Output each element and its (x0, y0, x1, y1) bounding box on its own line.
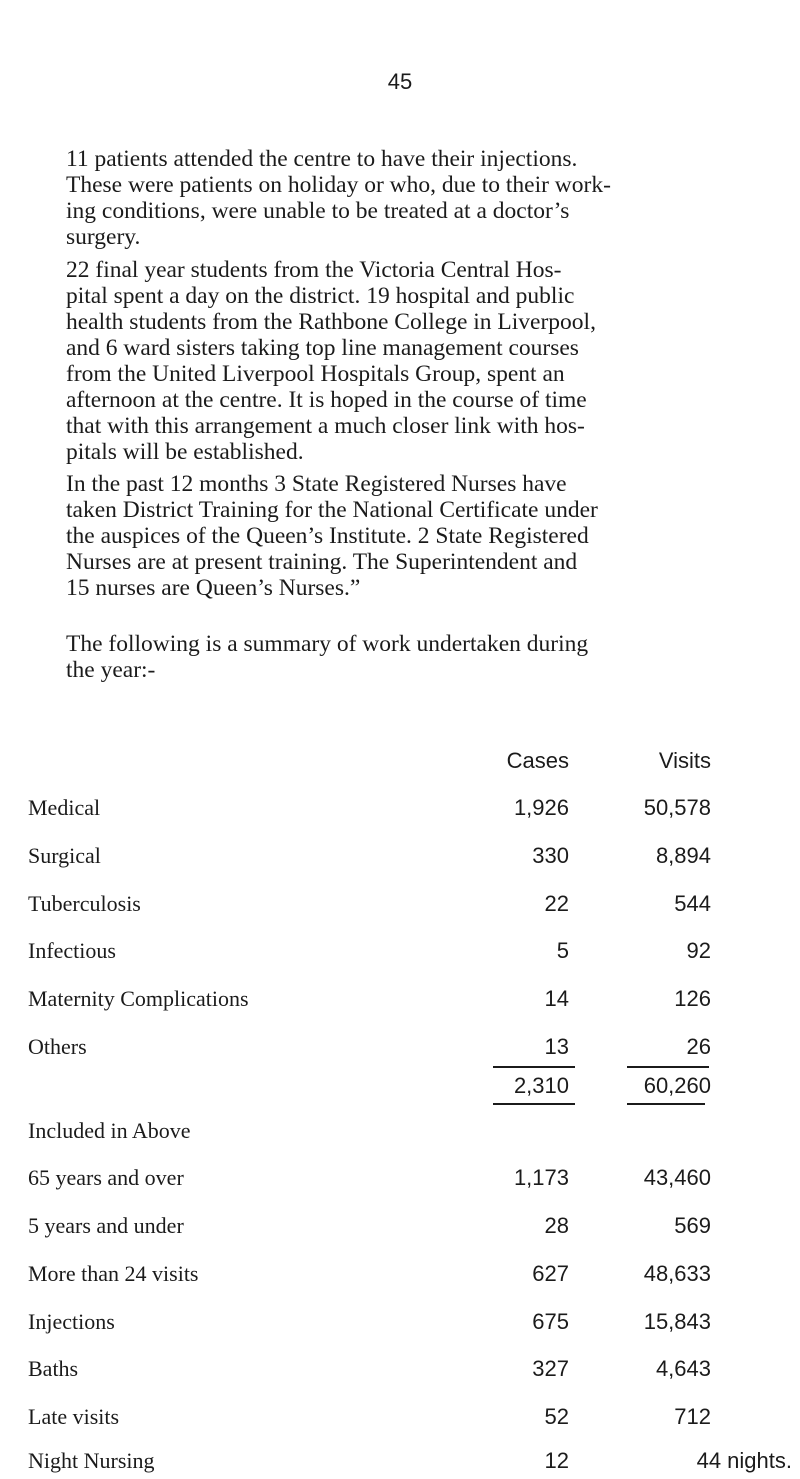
row-cases: 14 (544, 986, 569, 1011)
text-line: the year:- (66, 657, 156, 683)
row-cases: 330 (532, 843, 569, 868)
text-line: In the past 12 months 3 State Registered Nurses have (66, 471, 567, 497)
header-cases: Cases (506, 748, 569, 773)
text-line: that with this arrangement a much closer link with hos- (66, 413, 585, 439)
table-row (0, 1165, 800, 1195)
row-visits: 48,633 (643, 1261, 711, 1286)
text-line: These were patients on holiday or who, due to their work- (66, 172, 611, 198)
row-label: Late visits (28, 1404, 120, 1429)
header-visits: Visits (658, 748, 711, 773)
page-number: 45 (387, 69, 413, 94)
row-visits: 8,894 (655, 843, 711, 868)
row-visits: 4,643 (655, 1356, 711, 1381)
row-visits: 43,460 (643, 1165, 711, 1190)
table-row (0, 1356, 800, 1386)
table-row (0, 938, 800, 968)
row-cases: 1,926 (513, 795, 569, 820)
text-line: pitals will be established. (66, 439, 304, 465)
row-label: Baths (28, 1356, 79, 1381)
row-visits: 92 (686, 938, 711, 963)
row-cases: 327 (532, 1356, 569, 1381)
total-rule-cases (493, 1066, 575, 1068)
text-line: health students from the Rathbone College in Liverpool, (66, 309, 596, 335)
table-row (0, 1213, 800, 1243)
row-label: 5 years and under (28, 1213, 184, 1238)
row-label: Medical (28, 795, 101, 820)
table-row (0, 1261, 800, 1291)
total-underline-cases (493, 1103, 575, 1105)
text-line: Nurses are at present training. The Superintendent and (66, 549, 578, 575)
table-row (0, 891, 800, 921)
row-label: More than 24 visits (28, 1261, 199, 1286)
row-visits: 126 (674, 986, 711, 1011)
row-label: Maternity Complications (28, 986, 249, 1011)
row-visits: 712 (674, 1404, 711, 1429)
row-label: Tuberculosis (28, 891, 141, 916)
row-visits: 44 nights. (696, 1448, 792, 1473)
text-line: from the United Liverpool Hospitals Group, spent an (66, 361, 565, 387)
table-row (0, 986, 800, 1016)
row-cases: 1,173 (513, 1165, 569, 1190)
total-rule-visits (627, 1066, 709, 1068)
table-row (0, 795, 800, 825)
text-line: pital spent a day on the district. 19 hospital and public (66, 283, 575, 309)
included-heading: Included in Above (28, 1118, 191, 1143)
text-line: and 6 ward sisters taking top line management courses (66, 335, 579, 361)
row-visits: 544 (674, 891, 711, 916)
row-cases: 12 (544, 1448, 569, 1473)
row-label: Infectious (28, 938, 116, 963)
row-cases: 675 (532, 1309, 569, 1334)
total-underline-visits (627, 1103, 705, 1105)
row-cases: 5 (556, 938, 569, 963)
row-cases: 22 (544, 891, 569, 916)
row-label: Night Nursing (28, 1448, 155, 1473)
row-label: 65 years and over (28, 1165, 184, 1190)
table-row (0, 1034, 800, 1064)
text-line: The following is a summary of work undertaken during (66, 631, 589, 657)
total-visits: 60,260 (643, 1073, 711, 1098)
text-line: 11 patients attended the centre to have their injections. (66, 146, 578, 172)
included-heading-row (0, 1118, 800, 1148)
row-cases: 52 (544, 1404, 569, 1429)
table-row (0, 1448, 800, 1478)
row-visits: 569 (674, 1213, 711, 1238)
text-line: 15 nurses are Queen’s Nurses.” (66, 575, 361, 601)
text-line: taken District Training for the National Certificate under (66, 497, 598, 523)
row-visits: 15,843 (643, 1309, 711, 1334)
text-line: the auspices of the Queen’s Institute. 2 State Registered (66, 523, 589, 549)
table-row (0, 1404, 800, 1434)
text-line: afternoon at the centre. It is hoped in the course of time (66, 387, 587, 413)
text-line: ing conditions, were unable to be treated at a doctor’s (66, 198, 570, 224)
row-visits: 26 (686, 1034, 711, 1059)
totals-row (0, 1073, 800, 1103)
row-label: Injections (28, 1309, 115, 1334)
text-line: surgery. (66, 224, 141, 250)
row-label: Others (28, 1034, 87, 1059)
total-cases: 2,310 (513, 1073, 569, 1098)
row-cases: 28 (544, 1213, 569, 1238)
row-cases: 627 (532, 1261, 569, 1286)
row-cases: 13 (544, 1034, 569, 1059)
text-line: 22 final year students from the Victoria Central Hos- (66, 257, 562, 283)
row-label: Surgical (28, 843, 101, 868)
table-row (0, 843, 800, 873)
row-visits: 50,578 (643, 795, 711, 820)
table-row (0, 1309, 800, 1339)
